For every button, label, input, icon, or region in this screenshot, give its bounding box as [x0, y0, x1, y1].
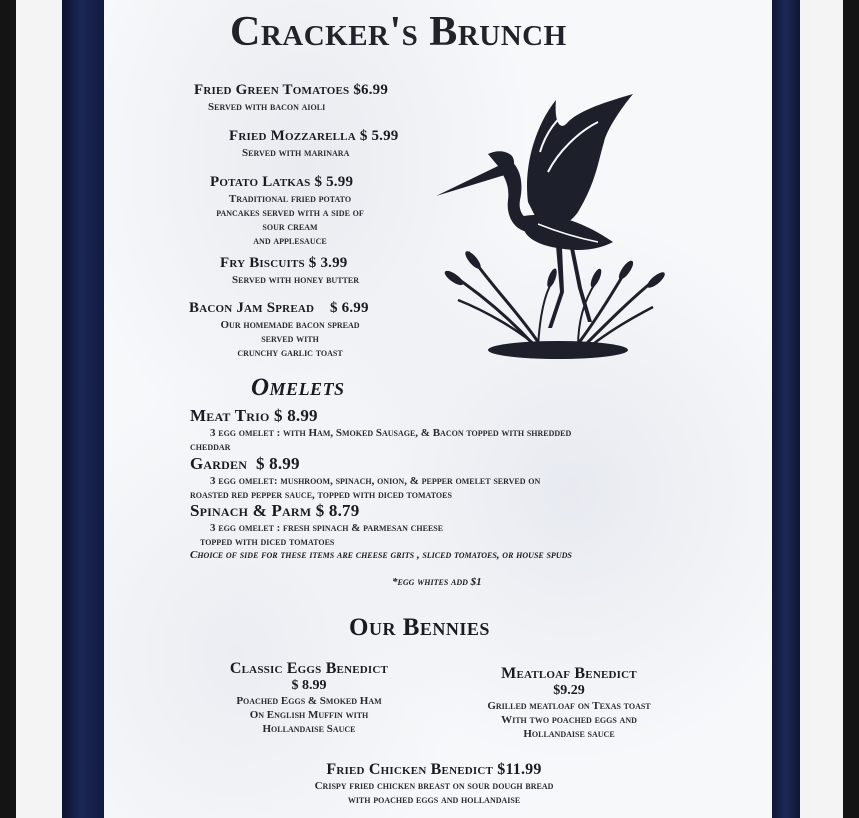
heron-bird-illustration — [428, 92, 678, 364]
omelet-desc: 3 egg omelet: mushroom, spinach, onion, & pepper omelet served on roasted red pepper sauce, topped with diced tomatoes — [190, 475, 541, 501]
omelet-name: Spinach & Parm $ 8.79 — [190, 501, 360, 520]
omelet-name: Meat Trio $ 8.99 — [190, 406, 318, 425]
menu-binder-right-edge — [772, 0, 800, 818]
menu-item-desc: Our homemade bacon spread served with crunchy garlic toast — [220, 319, 360, 359]
benny-item — [254, 761, 614, 807]
benny-name-and-price: Fried Chicken Benedict $11.99 — [326, 761, 542, 778]
benny-name: Classic Eggs Benedict — [229, 660, 389, 677]
benny-price: $9.29 — [553, 683, 585, 698]
benny-name: Meatloaf Benedict — [501, 665, 637, 682]
menu-item-desc: Served with honey butter — [232, 274, 359, 286]
menu-page — [104, 0, 772, 818]
benny-desc: Crispy fried chicken breast on sour dough bread with poached eggs and hollandaise — [314, 780, 554, 806]
bennies-heading: Our Bennies — [349, 614, 490, 641]
benny-price: $ 8.99 — [291, 678, 327, 693]
menu-item-desc: Served with marinara — [242, 147, 350, 159]
omelet-desc: 3 egg omelet : fresh spinach & parmesan cheese topped with diced tomatoes — [200, 522, 444, 548]
omelet-name: Garden $ 8.99 — [190, 454, 300, 473]
menu-item-name: Potato Latkas $ 5.99 — [210, 174, 354, 190]
menu-item-name: Fried Mozzarella $ 5.99 — [229, 128, 399, 144]
menu-title: Cracker's Brunch — [230, 9, 567, 55]
heron-icon — [436, 94, 667, 359]
menu-item-desc: Served with bacon aioli — [208, 101, 326, 113]
menu-item-name: Bacon Jam Spread $ 6.99 — [189, 300, 369, 316]
menu-binder-left-edge — [62, 0, 104, 818]
benny-item — [204, 660, 414, 736]
benny-item — [459, 665, 679, 741]
menu-item-desc: Traditional fried potato pancakes served with a side of sour cream and applesauce — [216, 193, 364, 247]
menu-item-name: Fried Green Tomatoes $6.99 — [194, 82, 389, 98]
omelets-heading: Omelets — [251, 374, 345, 401]
menu-item-name: Fry Biscuits $ 3.99 — [220, 255, 348, 271]
benny-desc: Grilled meatloaf on Texas toast With two poached eggs and Hollandaise sauce — [487, 700, 651, 740]
egg-whites-note: *egg whites add $1 — [392, 576, 482, 588]
omelet-desc: 3 egg omelet : with Ham, Smoked Sausage, & Bacon topped with shredded cheddar — [190, 427, 572, 453]
side-choice-note: Choice of side for these items are cheese grits , sliced tomatoes, or house spuds — [190, 549, 572, 561]
benny-desc: Poached Eggs & Smoked Ham On English Muffin with Hollandaise Sauce — [236, 695, 382, 735]
